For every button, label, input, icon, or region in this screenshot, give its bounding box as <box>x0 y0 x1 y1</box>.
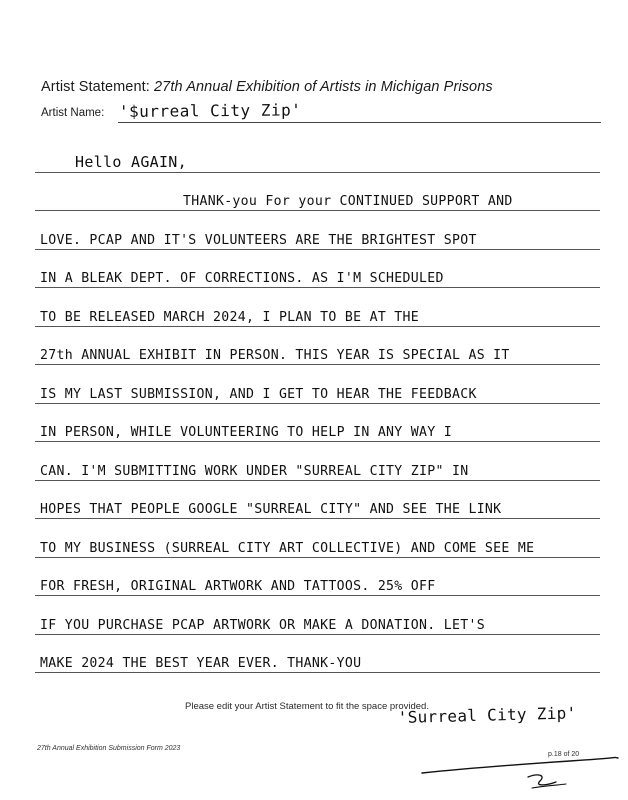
statement-line <box>35 140 600 179</box>
statement-line-text: Hello AGAIN, <box>75 152 187 171</box>
statement-line <box>35 487 600 526</box>
statement-line <box>35 371 600 410</box>
signature-text: 'Surreal City Zip' <box>397 703 577 727</box>
statement-line <box>35 564 600 603</box>
statement-line <box>35 256 600 295</box>
statement-line <box>35 410 600 449</box>
artist-name-label: Artist Name: <box>41 107 105 119</box>
statement-line-text: TO MY BUSINESS (SURREAL CITY ART COLLECTIVE) AND COME SEE ME <box>40 540 535 556</box>
statement-line-text: MAKE 2024 THE BEST YEAR EVER. THANK-YOU <box>40 656 362 671</box>
statement-line-text: HOPES THAT PEOPLE GOOGLE "SURREAL CITY" AND SEE THE LINK <box>40 502 502 517</box>
statement-line-text: LOVE. PCAP AND IT'S VOLUNTEERS ARE THE BRIGHTEST SPOT <box>40 232 477 248</box>
page-number: p.18 of 20 <box>548 751 580 758</box>
statement-line-text: IF YOU PURCHASE PCAP ARTWORK OR MAKE A DONATION. LET'S <box>40 617 485 633</box>
title-prefix: Artist Statement: <box>41 79 155 95</box>
statement-line-text: IN A BLEAK DEPT. OF CORRECTIONS. AS I'M SCHEDULED <box>40 271 444 286</box>
instruction-note: Please edit your Artist Statement to fit the space provided. <box>185 701 429 712</box>
statement-line-text: CAN. I'M SUBMITTING WORK UNDER "SURREAL CITY ZIP" IN <box>40 463 469 479</box>
statement-line <box>35 217 600 256</box>
statement-lines <box>35 140 600 679</box>
statement-line <box>35 602 600 641</box>
statement-line <box>35 448 600 487</box>
statement-line <box>35 333 600 372</box>
artist-name-value: '$urreal City Zip' <box>118 100 302 121</box>
artist-name-row <box>41 100 601 124</box>
statement-line <box>35 179 600 218</box>
artist-name-rule <box>118 122 601 123</box>
statement-line-text: TO BE RELEASED MARCH 2024, I PLAN TO BE AT THE <box>40 309 420 325</box>
statement-line-text: THANK-you For your CONTINUED SUPPORT AND <box>183 194 513 209</box>
statement-line-text: IS MY LAST SUBMISSION, AND I GET TO HEAR THE FEEDBACK <box>40 386 477 402</box>
statement-line <box>35 294 600 333</box>
title-exhibition: 27th Annual Exhibition of Artists in Michigan Prisons <box>154 79 493 95</box>
statement-line <box>35 525 600 564</box>
statement-line-text: 27th ANNUAL EXHIBIT IN PERSON. THIS YEAR IS SPECIAL AS IT <box>40 348 510 363</box>
document-title <box>41 79 493 95</box>
handwritten-signature-mark <box>420 755 620 800</box>
statement-line <box>35 641 600 680</box>
form-name: 27th Annual Exhibition Submission Form 2023 <box>37 745 181 752</box>
statement-line-text: FOR FRESH, ORIGINAL ARTWORK AND TATTOOS. 25% OFF <box>40 579 436 594</box>
statement-line-text: IN PERSON, WHILE VOLUNTEERING TO HELP IN ANY WAY I <box>40 425 452 440</box>
